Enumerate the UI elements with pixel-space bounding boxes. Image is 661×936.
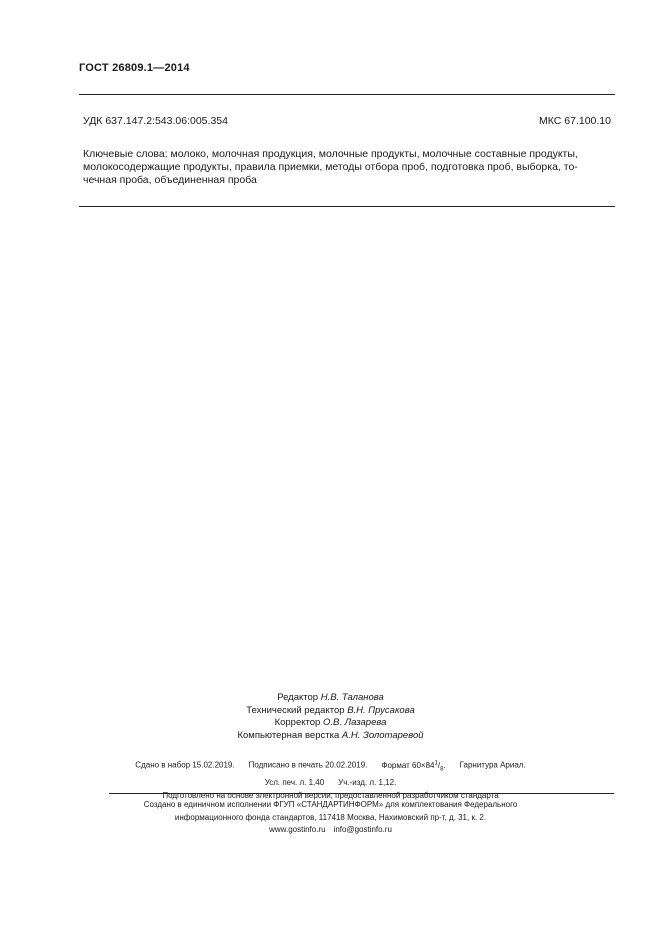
paper-format: Формат $60\times 84^1/_8$. <box>381 760 446 773</box>
keywords-line: молокосодержащие продукты, правила приемки, методы отбора проб, подготовка проб, выборка, то- <box>83 161 578 173</box>
corrector-name: О.В. Лазарева <box>322 717 387 728</box>
layout-role: Компьютерная верстка <box>237 729 340 741</box>
corrector-line <box>0 717 661 730</box>
submitted-date: Сдано в набор 15.02.2019. <box>135 760 235 770</box>
keywords-line: чечная проба, объединенная проба <box>83 174 257 186</box>
editor-name: Н.В. Таланова <box>320 692 384 703</box>
email-link[interactable]: info@gostinfo.ru <box>333 825 392 834</box>
bottom-rule <box>109 793 614 794</box>
tech-editor-line <box>0 705 661 718</box>
signed-date: Подписано в печать 20.02.2019. <box>248 760 368 770</box>
tech-editor-role: Технический редактор <box>246 704 345 716</box>
editor-role: Редактор <box>277 692 319 703</box>
print-row <box>0 757 661 776</box>
print-info-block <box>0 757 661 802</box>
layout-line <box>0 730 661 743</box>
print-sheets: Усл. печ. л. 1,40 <box>264 778 325 788</box>
udk-code: УДК 637.147.2:543.06:005.354 <box>83 115 228 127</box>
top-rule <box>79 94 615 95</box>
credits-block <box>0 692 661 742</box>
corrector-role: Корректор <box>274 717 321 728</box>
website-link[interactable]: www.gostinfo.ru <box>269 825 326 834</box>
contacts-line <box>0 824 661 837</box>
mks-code: МКС 67.100.10 <box>539 115 611 127</box>
prepared-note: Подготовлено на основе электронной версии, предоставленной разработчиком стандарта <box>162 791 499 801</box>
publ-sheets: Уч.-изд. л. 1,12. <box>338 778 397 788</box>
publisher-line: Создано в единичном исполнении ФГУП «СТАНДАРТИНФОРМ» для комплектования Федерального <box>143 800 518 809</box>
editor-line <box>0 692 661 705</box>
tech-editor-name: В.Н. Прусакова <box>347 704 415 716</box>
publisher-line: информационного фонда стандартов, 117418 Москва, Нахимовский пр-т, д. 31, к. 2. <box>174 812 487 822</box>
typeface: Гарнитура Ариал. <box>459 760 526 770</box>
publisher-block <box>0 799 661 837</box>
print-row <box>0 776 661 789</box>
standard-code: ГОСТ 26809.1—2014 <box>79 62 190 74</box>
keywords-block <box>83 148 613 187</box>
keywords-line: Ключевые слова: молоко, молочная продукция, молочные продукты, молочные составные продукты, <box>83 148 578 160</box>
keywords-rule <box>79 206 615 207</box>
layout-name: А.Н. Золотаревой <box>341 729 424 741</box>
